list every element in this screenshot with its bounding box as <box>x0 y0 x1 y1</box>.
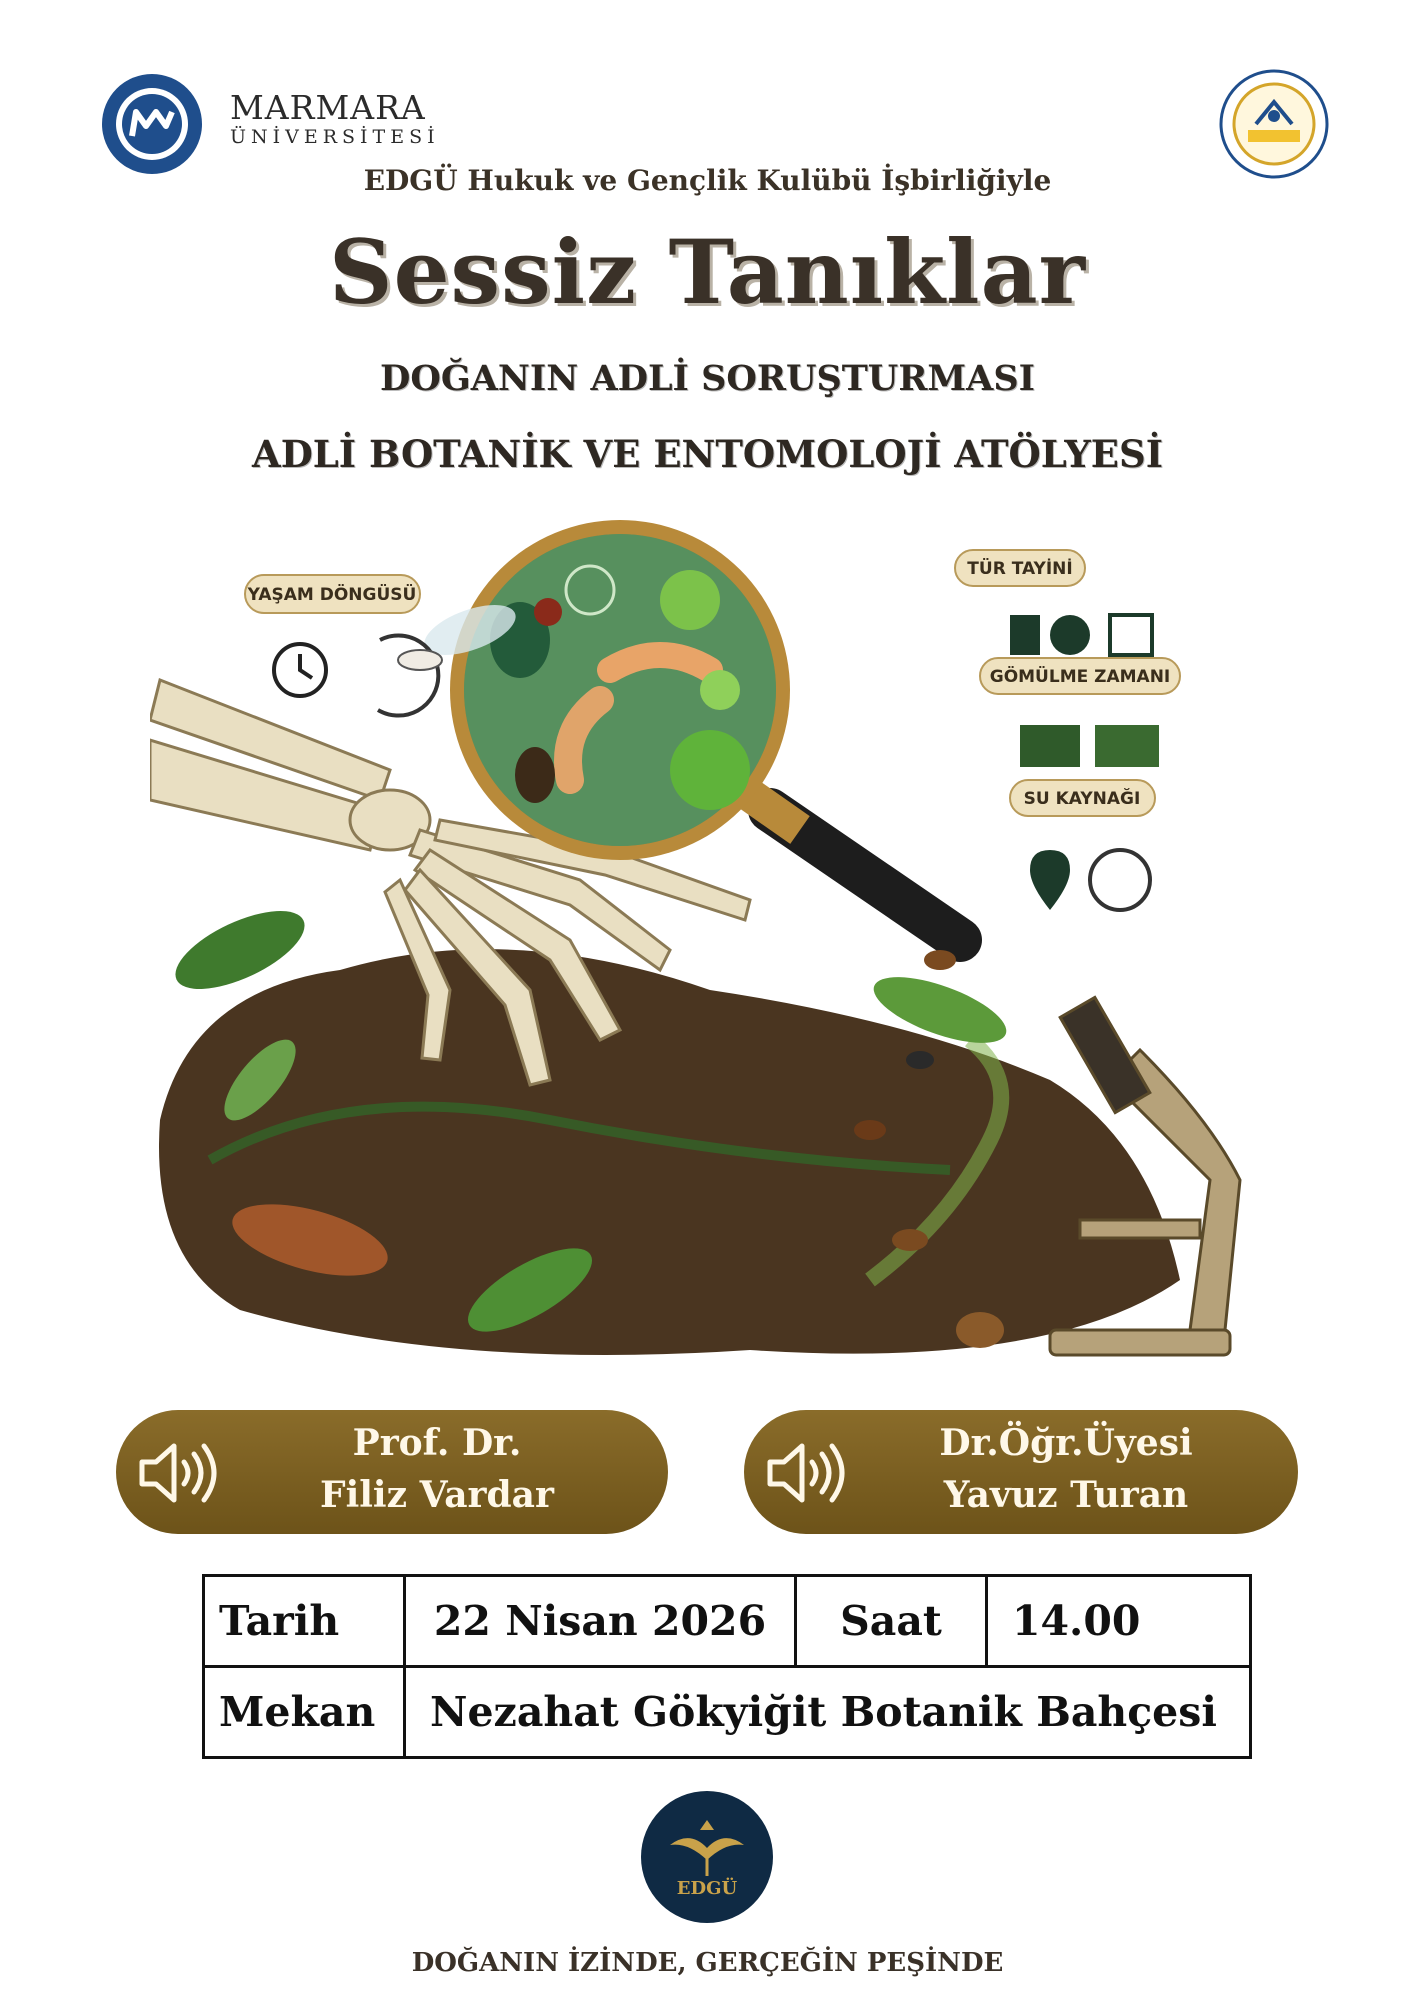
table-row <box>204 1667 1251 1758</box>
svg-text:EDGÜ: EDGÜ <box>676 1878 738 1899</box>
forensic-illustration <box>150 520 1280 1370</box>
layered-ground-icon <box>1095 725 1159 767</box>
soil-mound <box>159 949 1180 1355</box>
date-value: 22 Nisan 2026 <box>405 1576 796 1667</box>
beetle <box>906 1051 934 1069</box>
table-row <box>204 1576 1251 1667</box>
microscope-icon <box>1010 615 1040 655</box>
speaker-icon <box>138 1440 218 1506</box>
university-wordmark <box>230 90 440 148</box>
location-pin-icon <box>1030 850 1070 910</box>
pie-chart-icon <box>1050 615 1090 655</box>
speaker-2-name: Yavuz Turan <box>943 1474 1189 1516</box>
seed <box>956 1312 1004 1348</box>
university-sub: ÜNİVERSİTESİ <box>230 126 440 148</box>
tag-species-label: TÜR TAYİNİ <box>967 559 1073 579</box>
speaker-card-2 <box>744 1410 1298 1534</box>
tag-burial-time <box>980 658 1180 694</box>
venue-label: Mekan <box>204 1667 405 1758</box>
speaker-card-1 <box>116 1410 668 1534</box>
event-title: Sessiz Tanıklar <box>329 220 1086 324</box>
tag-burial-time-label: GÖMÜLME ZAMANI <box>989 667 1171 687</box>
speaker-1-title: Prof. Dr. <box>352 1422 522 1464</box>
bar-chart-icon <box>1110 615 1152 655</box>
tag-water-source <box>1010 780 1155 816</box>
collaboration-line: EDGÜ Hukuk ve Gençlik Kulübü İşbirliğiyle <box>363 164 1052 197</box>
speaker-icon <box>766 1440 846 1506</box>
tag-life-cycle <box>245 575 420 613</box>
tag-life-cycle-label: YAŞAM DÖNGÜSÜ <box>247 585 417 605</box>
speaker-2-title: Dr.Öğr.Üyesi <box>939 1422 1193 1464</box>
time-label: Saat <box>796 1576 987 1667</box>
time-value: 14.00 <box>987 1576 1251 1667</box>
event-subtitle-2: ADLİ BOTANİK VE ENTOMOLOJİ ATÖLYESİ <box>251 432 1164 476</box>
footer-slogan: DOĞANIN İZİNDE, GERÇEĞİN PEŞİNDE <box>411 1948 1004 1978</box>
edgu-club-logo <box>640 1790 774 1924</box>
marmara-university-seal <box>100 72 204 176</box>
tag-water-source-label: SU KAYNAĞI <box>1023 789 1141 809</box>
date-label: Tarih <box>204 1576 405 1667</box>
beetle <box>924 950 956 970</box>
tag-species <box>955 550 1085 586</box>
cycle-arrows-icon <box>378 636 438 716</box>
pollen-grain-icon <box>1090 850 1150 910</box>
beetle <box>854 1120 886 1140</box>
venue-value: Nezahat Gökyiğit Botanik Bahçesi <box>405 1667 1251 1758</box>
beetle <box>892 1229 928 1251</box>
soil-layers-icon <box>1020 725 1080 767</box>
speaker-1-name: Filiz Vardar <box>320 1474 554 1516</box>
event-info-table <box>202 1574 1252 1759</box>
event-subtitle-1: DOĞANIN ADLİ SORUŞTURMASI <box>380 358 1035 399</box>
university-name: MARMARA <box>230 88 426 127</box>
